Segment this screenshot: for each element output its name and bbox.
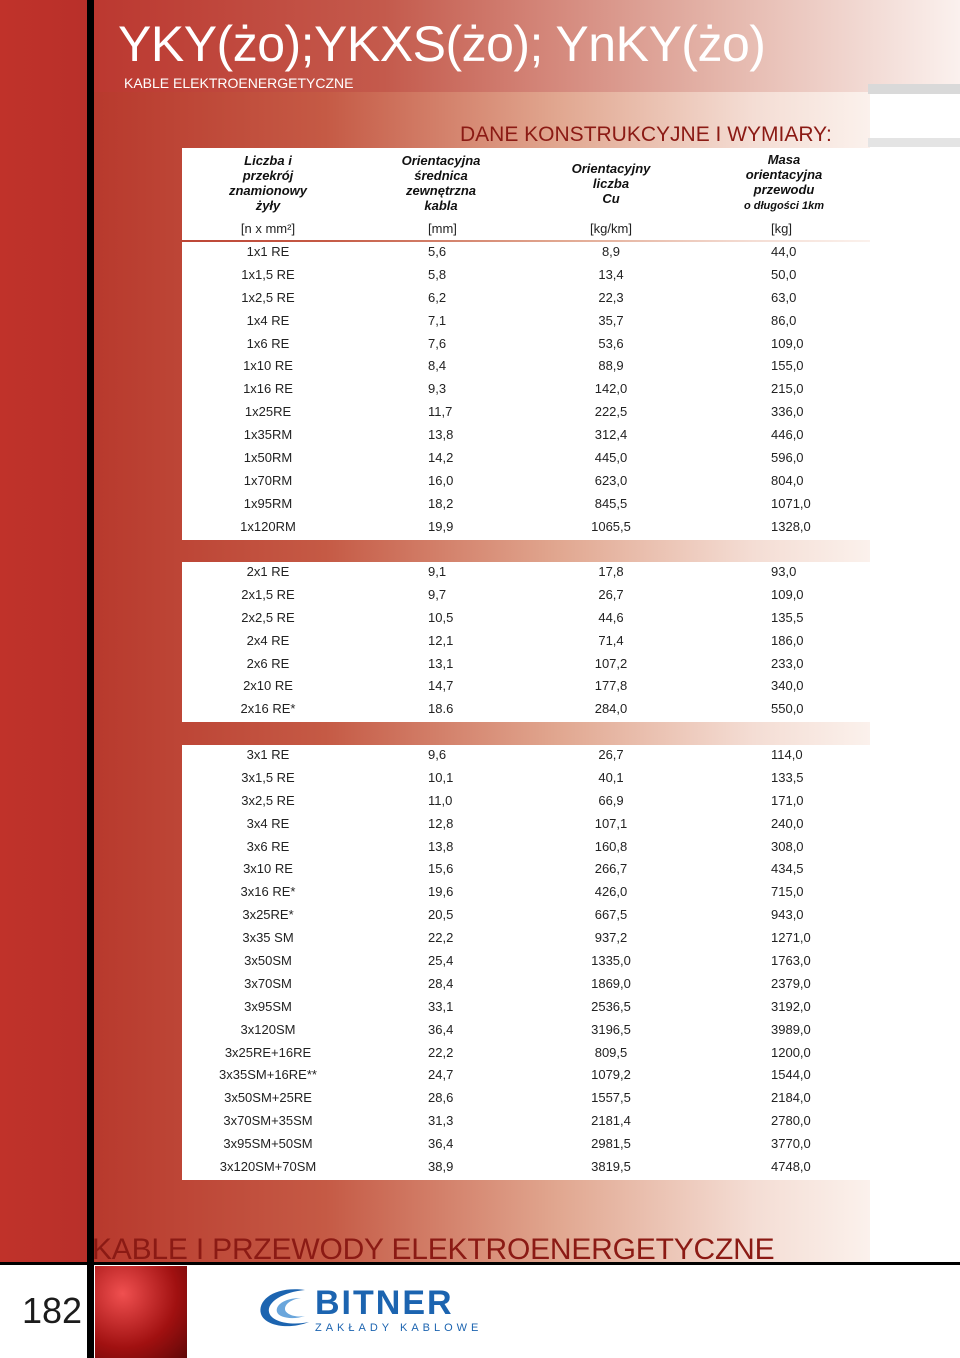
table-row <box>182 1134 870 1154</box>
page-subtitle: KABLE ELEKTROENERGETYCZNE <box>124 75 354 91</box>
cell-copper: 44,6 <box>528 608 694 628</box>
cell-cross-section: 1x1 RE <box>182 242 354 262</box>
header-line: znamionowy <box>228 183 307 198</box>
cell-copper: 107,2 <box>528 654 694 674</box>
cell-cross-section: 3x1,5 RE <box>182 768 354 788</box>
cell-mass: 715,0 <box>698 882 870 902</box>
cell-mass: 86,0 <box>698 311 870 331</box>
cell-diameter: 10,5 <box>358 608 524 628</box>
cell-cross-section: 3x50SM+25RE <box>182 1088 354 1108</box>
cell-mass: 4748,0 <box>698 1157 870 1177</box>
cell-mass: 1200,0 <box>698 1043 870 1063</box>
cell-diameter: 7,1 <box>358 311 524 331</box>
cell-cross-section: 2x16 RE* <box>182 699 354 719</box>
cell-cross-section: 1x120RM <box>182 517 354 537</box>
cell-mass: 2184,0 <box>698 1088 870 1108</box>
cell-mass: 114,0 <box>698 745 870 765</box>
header-line: o długości 1km <box>743 200 825 212</box>
table-row <box>182 974 870 994</box>
cell-diameter: 28,4 <box>358 974 524 994</box>
cell-copper: 2536,5 <box>528 997 694 1017</box>
cell-copper: 40,1 <box>528 768 694 788</box>
cell-diameter: 10,1 <box>358 768 524 788</box>
cell-copper: 71,4 <box>528 631 694 651</box>
cell-cross-section: 1x2,5 RE <box>182 288 354 308</box>
cell-diameter: 8,4 <box>358 356 524 376</box>
header-line: zewnętrzna <box>405 183 477 198</box>
cell-diameter: 18.6 <box>358 699 524 719</box>
cell-diameter: 7,6 <box>358 334 524 354</box>
cell-copper: 222,5 <box>528 402 694 422</box>
cell-diameter: 38,9 <box>358 1157 524 1177</box>
table-row <box>182 311 870 331</box>
cell-cross-section: 1x35RM <box>182 425 354 445</box>
footer-tagline: KABLE I PRZEWODY ELEKTROENERGETYCZNE <box>92 1233 775 1266</box>
table-row <box>182 791 870 811</box>
cell-copper: 266,7 <box>528 859 694 879</box>
cell-diameter: 13,1 <box>358 654 524 674</box>
cell-cross-section: 3x70SM <box>182 974 354 994</box>
cell-diameter: 5,8 <box>358 265 524 285</box>
table-row <box>182 631 870 651</box>
header-line: Cu <box>602 190 620 206</box>
cell-cross-section: 3x50SM <box>182 951 354 971</box>
cell-diameter: 14,7 <box>358 676 524 696</box>
company-logo <box>255 1282 485 1342</box>
table-row <box>182 699 870 719</box>
cell-cross-section: 3x25RE+16RE <box>182 1043 354 1063</box>
column-header-copper <box>528 150 694 216</box>
header-line: liczba <box>592 175 630 191</box>
left-band <box>0 0 92 1262</box>
cell-cross-section: 3x120SM <box>182 1020 354 1040</box>
cell-mass: 109,0 <box>698 334 870 354</box>
cell-copper: 1335,0 <box>528 951 694 971</box>
cell-cross-section: 1x70RM <box>182 471 354 491</box>
cell-mass: 336,0 <box>698 402 870 422</box>
header-line: Orientacyjna <box>401 153 481 168</box>
cell-cross-section: 3x25RE* <box>182 905 354 925</box>
cell-cross-section: 1x25RE <box>182 402 354 422</box>
cell-diameter: 15,6 <box>358 859 524 879</box>
cell-mass: 155,0 <box>698 356 870 376</box>
cell-diameter: 18,2 <box>358 494 524 514</box>
cell-mass: 44,0 <box>698 242 870 262</box>
cable-photo <box>95 1266 187 1358</box>
cell-cross-section: 1x4 RE <box>182 311 354 331</box>
table-group-single-core <box>182 242 870 540</box>
cell-cross-section: 2x6 RE <box>182 654 354 674</box>
table-row <box>182 242 870 262</box>
table-row <box>182 814 870 834</box>
cell-diameter: 11,0 <box>358 791 524 811</box>
cell-cross-section: 3x35SM+16RE** <box>182 1065 354 1085</box>
cell-cross-section: 3x1 RE <box>182 745 354 765</box>
cell-cross-section: 3x4 RE <box>182 814 354 834</box>
column-header-diameter <box>358 150 524 216</box>
cell-copper: 1065,5 <box>528 517 694 537</box>
table-row <box>182 1065 870 1085</box>
cell-copper: 13,4 <box>528 265 694 285</box>
header-line: Orientacyjny <box>571 160 651 176</box>
header-line: średnica <box>414 168 468 183</box>
table-row <box>182 585 870 605</box>
cell-cross-section: 1x16 RE <box>182 379 354 399</box>
cell-mass: 3770,0 <box>698 1134 870 1154</box>
cell-copper: 426,0 <box>528 882 694 902</box>
cell-cross-section: 2x1 RE <box>182 562 354 582</box>
cell-mass: 133,5 <box>698 768 870 788</box>
table-row <box>182 1020 870 1040</box>
decor-bar <box>868 138 960 147</box>
cell-diameter: 36,4 <box>358 1020 524 1040</box>
table-row <box>182 379 870 399</box>
table-row <box>182 562 870 582</box>
table-row <box>182 425 870 445</box>
cell-diameter: 24,7 <box>358 1065 524 1085</box>
cell-diameter: 20,5 <box>358 905 524 925</box>
unit-copper: [kg/km] <box>528 219 694 239</box>
cell-copper: 312,4 <box>528 425 694 445</box>
cell-copper: 177,8 <box>528 676 694 696</box>
cell-mass: 109,0 <box>698 585 870 605</box>
cell-copper: 3196,5 <box>528 1020 694 1040</box>
vertical-rule <box>87 0 94 1358</box>
header-line: orientacyjna <box>745 167 823 182</box>
cell-diameter: 9,3 <box>358 379 524 399</box>
cell-diameter: 22,2 <box>358 1043 524 1063</box>
unit-cross-section: [n x mm²] <box>182 219 354 239</box>
cell-diameter: 13,8 <box>358 837 524 857</box>
cell-diameter: 12,1 <box>358 631 524 651</box>
table-row <box>182 471 870 491</box>
cell-mass: 596,0 <box>698 448 870 468</box>
cell-cross-section: 1x1,5 RE <box>182 265 354 285</box>
table-row <box>182 608 870 628</box>
cell-cross-section: 3x16 RE* <box>182 882 354 902</box>
cell-mass: 93,0 <box>698 562 870 582</box>
column-header-mass <box>698 150 870 216</box>
cell-copper: 2981,5 <box>528 1134 694 1154</box>
cell-mass: 2780,0 <box>698 1111 870 1131</box>
cell-diameter: 16,0 <box>358 471 524 491</box>
cell-copper: 667,5 <box>528 905 694 925</box>
table-row <box>182 882 870 902</box>
cell-mass: 1071,0 <box>698 494 870 514</box>
logo-subtext: ZAKŁADY KABLOWE <box>315 1322 483 1334</box>
table-row <box>182 1111 870 1131</box>
cell-copper: 53,6 <box>528 334 694 354</box>
cell-copper: 35,7 <box>528 311 694 331</box>
cell-diameter: 36,4 <box>358 1134 524 1154</box>
cell-cross-section: 3x6 RE <box>182 837 354 857</box>
header-line: przewodu <box>753 182 815 197</box>
cell-cross-section: 1x95RM <box>182 494 354 514</box>
cell-mass: 233,0 <box>698 654 870 674</box>
header-line: żyły <box>255 198 281 213</box>
table-row <box>182 265 870 285</box>
header-line: kabla <box>424 198 458 213</box>
cell-copper: 1869,0 <box>528 974 694 994</box>
cell-copper: 107,1 <box>528 814 694 834</box>
header-line: Masa <box>767 152 801 167</box>
cell-mass: 1544,0 <box>698 1065 870 1085</box>
cell-cross-section: 1x6 RE <box>182 334 354 354</box>
cell-copper: 160,8 <box>528 837 694 857</box>
table-row <box>182 905 870 925</box>
page-title: YKY(żo);YKXS(żo); YnKY(żo) <box>118 16 766 72</box>
cell-diameter: 31,3 <box>358 1111 524 1131</box>
cell-mass: 63,0 <box>698 288 870 308</box>
cell-copper: 2181,4 <box>528 1111 694 1131</box>
cell-diameter: 9,7 <box>358 585 524 605</box>
cell-copper: 142,0 <box>528 379 694 399</box>
cell-diameter: 12,8 <box>358 814 524 834</box>
cell-mass: 135,5 <box>698 608 870 628</box>
unit-diameter: [mm] <box>358 219 524 239</box>
cell-mass: 2379,0 <box>698 974 870 994</box>
cell-cross-section: 2x1,5 RE <box>182 585 354 605</box>
cell-copper: 8,9 <box>528 242 694 262</box>
cell-copper: 1557,5 <box>528 1088 694 1108</box>
cell-copper: 809,5 <box>528 1043 694 1063</box>
cell-cross-section: 1x10 RE <box>182 356 354 376</box>
header-line: przekrój <box>242 168 294 183</box>
cell-cross-section: 3x10 RE <box>182 859 354 879</box>
cell-copper: 845,5 <box>528 494 694 514</box>
cell-cross-section: 2x2,5 RE <box>182 608 354 628</box>
table-row <box>182 1088 870 1108</box>
cell-mass: 1763,0 <box>698 951 870 971</box>
cell-cross-section: 2x4 RE <box>182 631 354 651</box>
cell-copper: 17,8 <box>528 562 694 582</box>
cell-copper: 3819,5 <box>528 1157 694 1177</box>
table-row <box>182 448 870 468</box>
cell-cross-section: 3x95SM <box>182 997 354 1017</box>
cell-copper: 66,9 <box>528 791 694 811</box>
table-row <box>182 356 870 376</box>
cell-cross-section: 3x2,5 RE <box>182 791 354 811</box>
section-title: DANE KONSTRUKCYJNE I WYMIARY: <box>460 123 832 146</box>
table-row <box>182 288 870 308</box>
cell-diameter: 14,2 <box>358 448 524 468</box>
units-row <box>182 218 870 240</box>
cell-diameter: 19,9 <box>358 517 524 537</box>
cell-mass: 446,0 <box>698 425 870 445</box>
cell-diameter: 22,2 <box>358 928 524 948</box>
cell-copper: 26,7 <box>528 585 694 605</box>
cell-cross-section: 1x50RM <box>182 448 354 468</box>
table-row <box>182 654 870 674</box>
cell-diameter: 19,6 <box>358 882 524 902</box>
cell-mass: 1271,0 <box>698 928 870 948</box>
cell-cross-section: 3x95SM+50SM <box>182 1134 354 1154</box>
table-group-three-core <box>182 745 870 1180</box>
table-row <box>182 837 870 857</box>
table-group-two-core <box>182 562 870 722</box>
table-row <box>182 951 870 971</box>
cell-mass: 1328,0 <box>698 517 870 537</box>
cell-cross-section: 2x10 RE <box>182 676 354 696</box>
table-row <box>182 745 870 765</box>
cell-mass: 340,0 <box>698 676 870 696</box>
cell-copper: 22,3 <box>528 288 694 308</box>
cell-diameter: 9,1 <box>358 562 524 582</box>
cell-mass: 804,0 <box>698 471 870 491</box>
cell-diameter: 6,2 <box>358 288 524 308</box>
decor-bar <box>868 84 960 94</box>
cell-copper: 445,0 <box>528 448 694 468</box>
cell-copper: 623,0 <box>528 471 694 491</box>
cell-copper: 937,2 <box>528 928 694 948</box>
cell-mass: 943,0 <box>698 905 870 925</box>
logo-text: BITNER <box>315 1284 454 1322</box>
cell-mass: 308,0 <box>698 837 870 857</box>
cell-cross-section: 3x120SM+70SM <box>182 1157 354 1177</box>
cell-diameter: 11,7 <box>358 402 524 422</box>
cell-diameter: 5,6 <box>358 242 524 262</box>
table-row <box>182 768 870 788</box>
page-number: 182 <box>22 1290 83 1331</box>
header-line: Liczba i <box>244 153 292 168</box>
cell-mass: 550,0 <box>698 699 870 719</box>
table-row <box>182 859 870 879</box>
cell-copper: 1079,2 <box>528 1065 694 1085</box>
cell-mass: 434,5 <box>698 859 870 879</box>
cell-mass: 3989,0 <box>698 1020 870 1040</box>
cell-mass: 240,0 <box>698 814 870 834</box>
table-row <box>182 402 870 422</box>
logo-swoosh-icon <box>255 1282 315 1332</box>
cell-diameter: 33,1 <box>358 997 524 1017</box>
cell-mass: 186,0 <box>698 631 870 651</box>
cell-diameter: 28,6 <box>358 1088 524 1108</box>
cell-mass: 215,0 <box>698 379 870 399</box>
table-row <box>182 676 870 696</box>
table-row <box>182 997 870 1017</box>
cell-cross-section: 3x35 SM <box>182 928 354 948</box>
table-row <box>182 517 870 537</box>
cell-copper: 284,0 <box>528 699 694 719</box>
cell-copper: 26,7 <box>528 745 694 765</box>
table-row <box>182 1043 870 1063</box>
cell-cross-section: 3x70SM+35SM <box>182 1111 354 1131</box>
cell-diameter: 13,8 <box>358 425 524 445</box>
cell-mass: 50,0 <box>698 265 870 285</box>
cell-copper: 88,9 <box>528 356 694 376</box>
cell-mass: 3192,0 <box>698 997 870 1017</box>
cell-diameter: 25,4 <box>358 951 524 971</box>
table-row <box>182 494 870 514</box>
cell-mass: 171,0 <box>698 791 870 811</box>
table-row <box>182 928 870 948</box>
column-header-cross-section <box>182 150 354 216</box>
cell-diameter: 9,6 <box>358 745 524 765</box>
table-row <box>182 1157 870 1177</box>
unit-mass: [kg] <box>698 219 870 239</box>
table-row <box>182 334 870 354</box>
